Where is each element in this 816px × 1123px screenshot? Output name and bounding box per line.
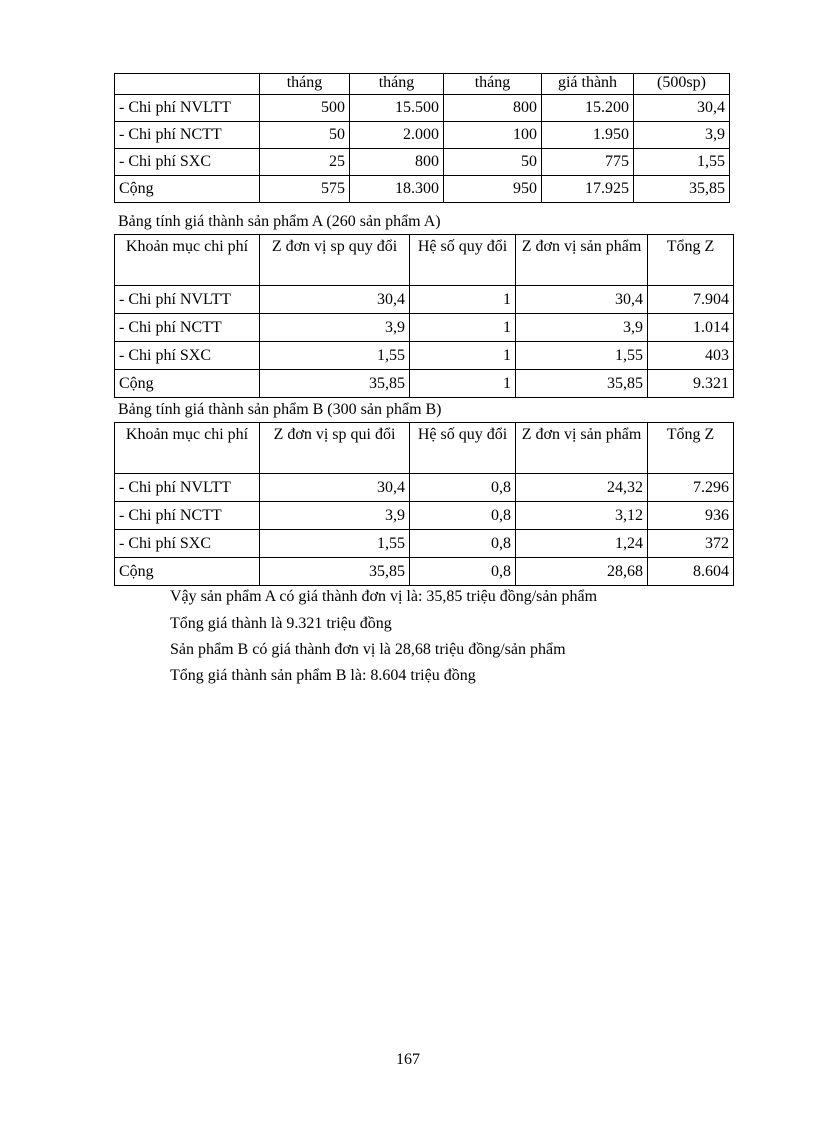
conclusion-line: Tổng giá thành sản phẩm B là: 8.604 triệu đồng <box>170 667 476 684</box>
header-cell <box>115 74 260 95</box>
table-cell: 1,24 <box>516 530 648 558</box>
table-cell: 15.200 <box>542 95 634 122</box>
table-row-total <box>115 370 734 398</box>
table-cell: 0,8 <box>410 502 516 530</box>
conclusion-line: Vậy sản phẩm A có giá thành đơn vị là: 35,85 triệu đồng/sản phẩm <box>170 588 598 605</box>
table-cell: 35,85 <box>516 370 648 398</box>
table-row <box>115 122 730 149</box>
row-label: Cộng <box>115 558 260 586</box>
table-header-row <box>115 235 734 286</box>
table-cell: 372 <box>648 530 734 558</box>
header-cell: Tổng Z <box>648 423 734 474</box>
table-cell: 18.300 <box>350 176 444 203</box>
table-row <box>115 286 734 314</box>
table-cell: 9.321 <box>648 370 734 398</box>
table-cell: 3,12 <box>516 502 648 530</box>
table-cell: 35,85 <box>260 370 410 398</box>
row-label: Cộng <box>115 176 260 203</box>
table-row <box>115 149 730 176</box>
table-cell: 7.296 <box>648 474 734 502</box>
header-cell: (500sp) <box>634 74 730 95</box>
conclusion-line: Sản phẩm B có giá thành đơn vị là 28,68 triệu đồng/sản phẩm <box>170 641 566 658</box>
header-cell: tháng <box>444 74 542 95</box>
table-cell: 28,68 <box>516 558 648 586</box>
table-cell: 3,9 <box>260 502 410 530</box>
table-cell: 24,32 <box>516 474 648 502</box>
table-row-total <box>115 176 730 203</box>
table-cell: 7.904 <box>648 286 734 314</box>
table-header-row <box>115 74 730 95</box>
table-cell: 1,55 <box>260 530 410 558</box>
table-cell: 30,4 <box>634 95 730 122</box>
table-cell: 3,9 <box>634 122 730 149</box>
row-label: - Chi phí SXC <box>115 530 260 558</box>
header-cell: Z đơn vị sản phẩm <box>516 423 648 474</box>
table-cell: 575 <box>260 176 350 203</box>
table-cell: 800 <box>350 149 444 176</box>
table-cell: 0,8 <box>410 558 516 586</box>
table-cell: 50 <box>444 149 542 176</box>
table-cell: 17.925 <box>542 176 634 203</box>
table-cell: 1.014 <box>648 314 734 342</box>
table-cell: 1,55 <box>260 342 410 370</box>
table-cell: 30,4 <box>260 474 410 502</box>
row-label: - Chi phí NCTT <box>115 502 260 530</box>
header-cell: Hệ số quy đổi <box>410 235 516 286</box>
product-b-cost-table <box>114 422 734 586</box>
product-a-cost-table <box>114 234 734 398</box>
header-cell: Tổng Z <box>648 235 734 286</box>
header-cell: tháng <box>350 74 444 95</box>
header-cell: Z đơn vị sp qui đổi <box>260 423 410 474</box>
page-number: 167 <box>396 1051 420 1068</box>
conclusion-line: Tổng giá thành là 9.321 triệu đồng <box>170 615 392 632</box>
header-cell: Z đơn vị sản phẩm <box>516 235 648 286</box>
table-cell: 1.950 <box>542 122 634 149</box>
row-label: Cộng <box>115 370 260 398</box>
table-cell: 35,85 <box>634 176 730 203</box>
row-label: - Chi phí NVLTT <box>115 286 260 314</box>
table-cell: 0,8 <box>410 530 516 558</box>
table-cell: 30,4 <box>516 286 648 314</box>
table-cell: 775 <box>542 149 634 176</box>
header-cell: tháng <box>260 74 350 95</box>
table-cell: 800 <box>444 95 542 122</box>
table-cell: 3,9 <box>260 314 410 342</box>
table-row <box>115 342 734 370</box>
table-row <box>115 474 734 502</box>
table-cell: 2.000 <box>350 122 444 149</box>
row-label: - Chi phí NCTT <box>115 314 260 342</box>
table-cell: 50 <box>260 122 350 149</box>
row-label: - Chi phí SXC <box>115 149 260 176</box>
table-cell: 1,55 <box>634 149 730 176</box>
cost-summary-table <box>114 73 730 203</box>
table-row <box>115 314 734 342</box>
row-label: - Chi phí NVLTT <box>115 474 260 502</box>
table-cell: 1 <box>410 370 516 398</box>
table-a-caption: Bảng tính giá thành sản phẩm A (260 sản phẩm A) <box>118 213 441 230</box>
table-cell: 1,55 <box>516 342 648 370</box>
table-row <box>115 530 734 558</box>
table-cell: 936 <box>648 502 734 530</box>
table-cell: 35,85 <box>260 558 410 586</box>
table-cell: 403 <box>648 342 734 370</box>
row-label: - Chi phí SXC <box>115 342 260 370</box>
header-cell: Khoản mục chi phí <box>115 423 260 474</box>
row-label: - Chi phí NVLTT <box>115 95 260 122</box>
table-header-row <box>115 423 734 474</box>
table-row-total <box>115 558 734 586</box>
table-cell: 3,9 <box>516 314 648 342</box>
table-cell: 30,4 <box>260 286 410 314</box>
header-cell: Z đơn vị sp quy đổi <box>260 235 410 286</box>
table-cell: 8.604 <box>648 558 734 586</box>
table-cell: 950 <box>444 176 542 203</box>
table-cell: 0,8 <box>410 474 516 502</box>
table-cell: 1 <box>410 314 516 342</box>
table-cell: 25 <box>260 149 350 176</box>
table-cell: 15.500 <box>350 95 444 122</box>
header-cell: Hệ số quy đổi <box>410 423 516 474</box>
header-cell: Khoản mục chi phí <box>115 235 260 286</box>
table-row <box>115 502 734 530</box>
table-b-caption: Bảng tính giá thành sản phẩm B (300 sản phẩm B) <box>118 401 442 418</box>
table-row <box>115 95 730 122</box>
header-cell: giá thành <box>542 74 634 95</box>
row-label: - Chi phí NCTT <box>115 122 260 149</box>
table-cell: 1 <box>410 342 516 370</box>
table-cell: 1 <box>410 286 516 314</box>
table-cell: 100 <box>444 122 542 149</box>
table-cell: 500 <box>260 95 350 122</box>
